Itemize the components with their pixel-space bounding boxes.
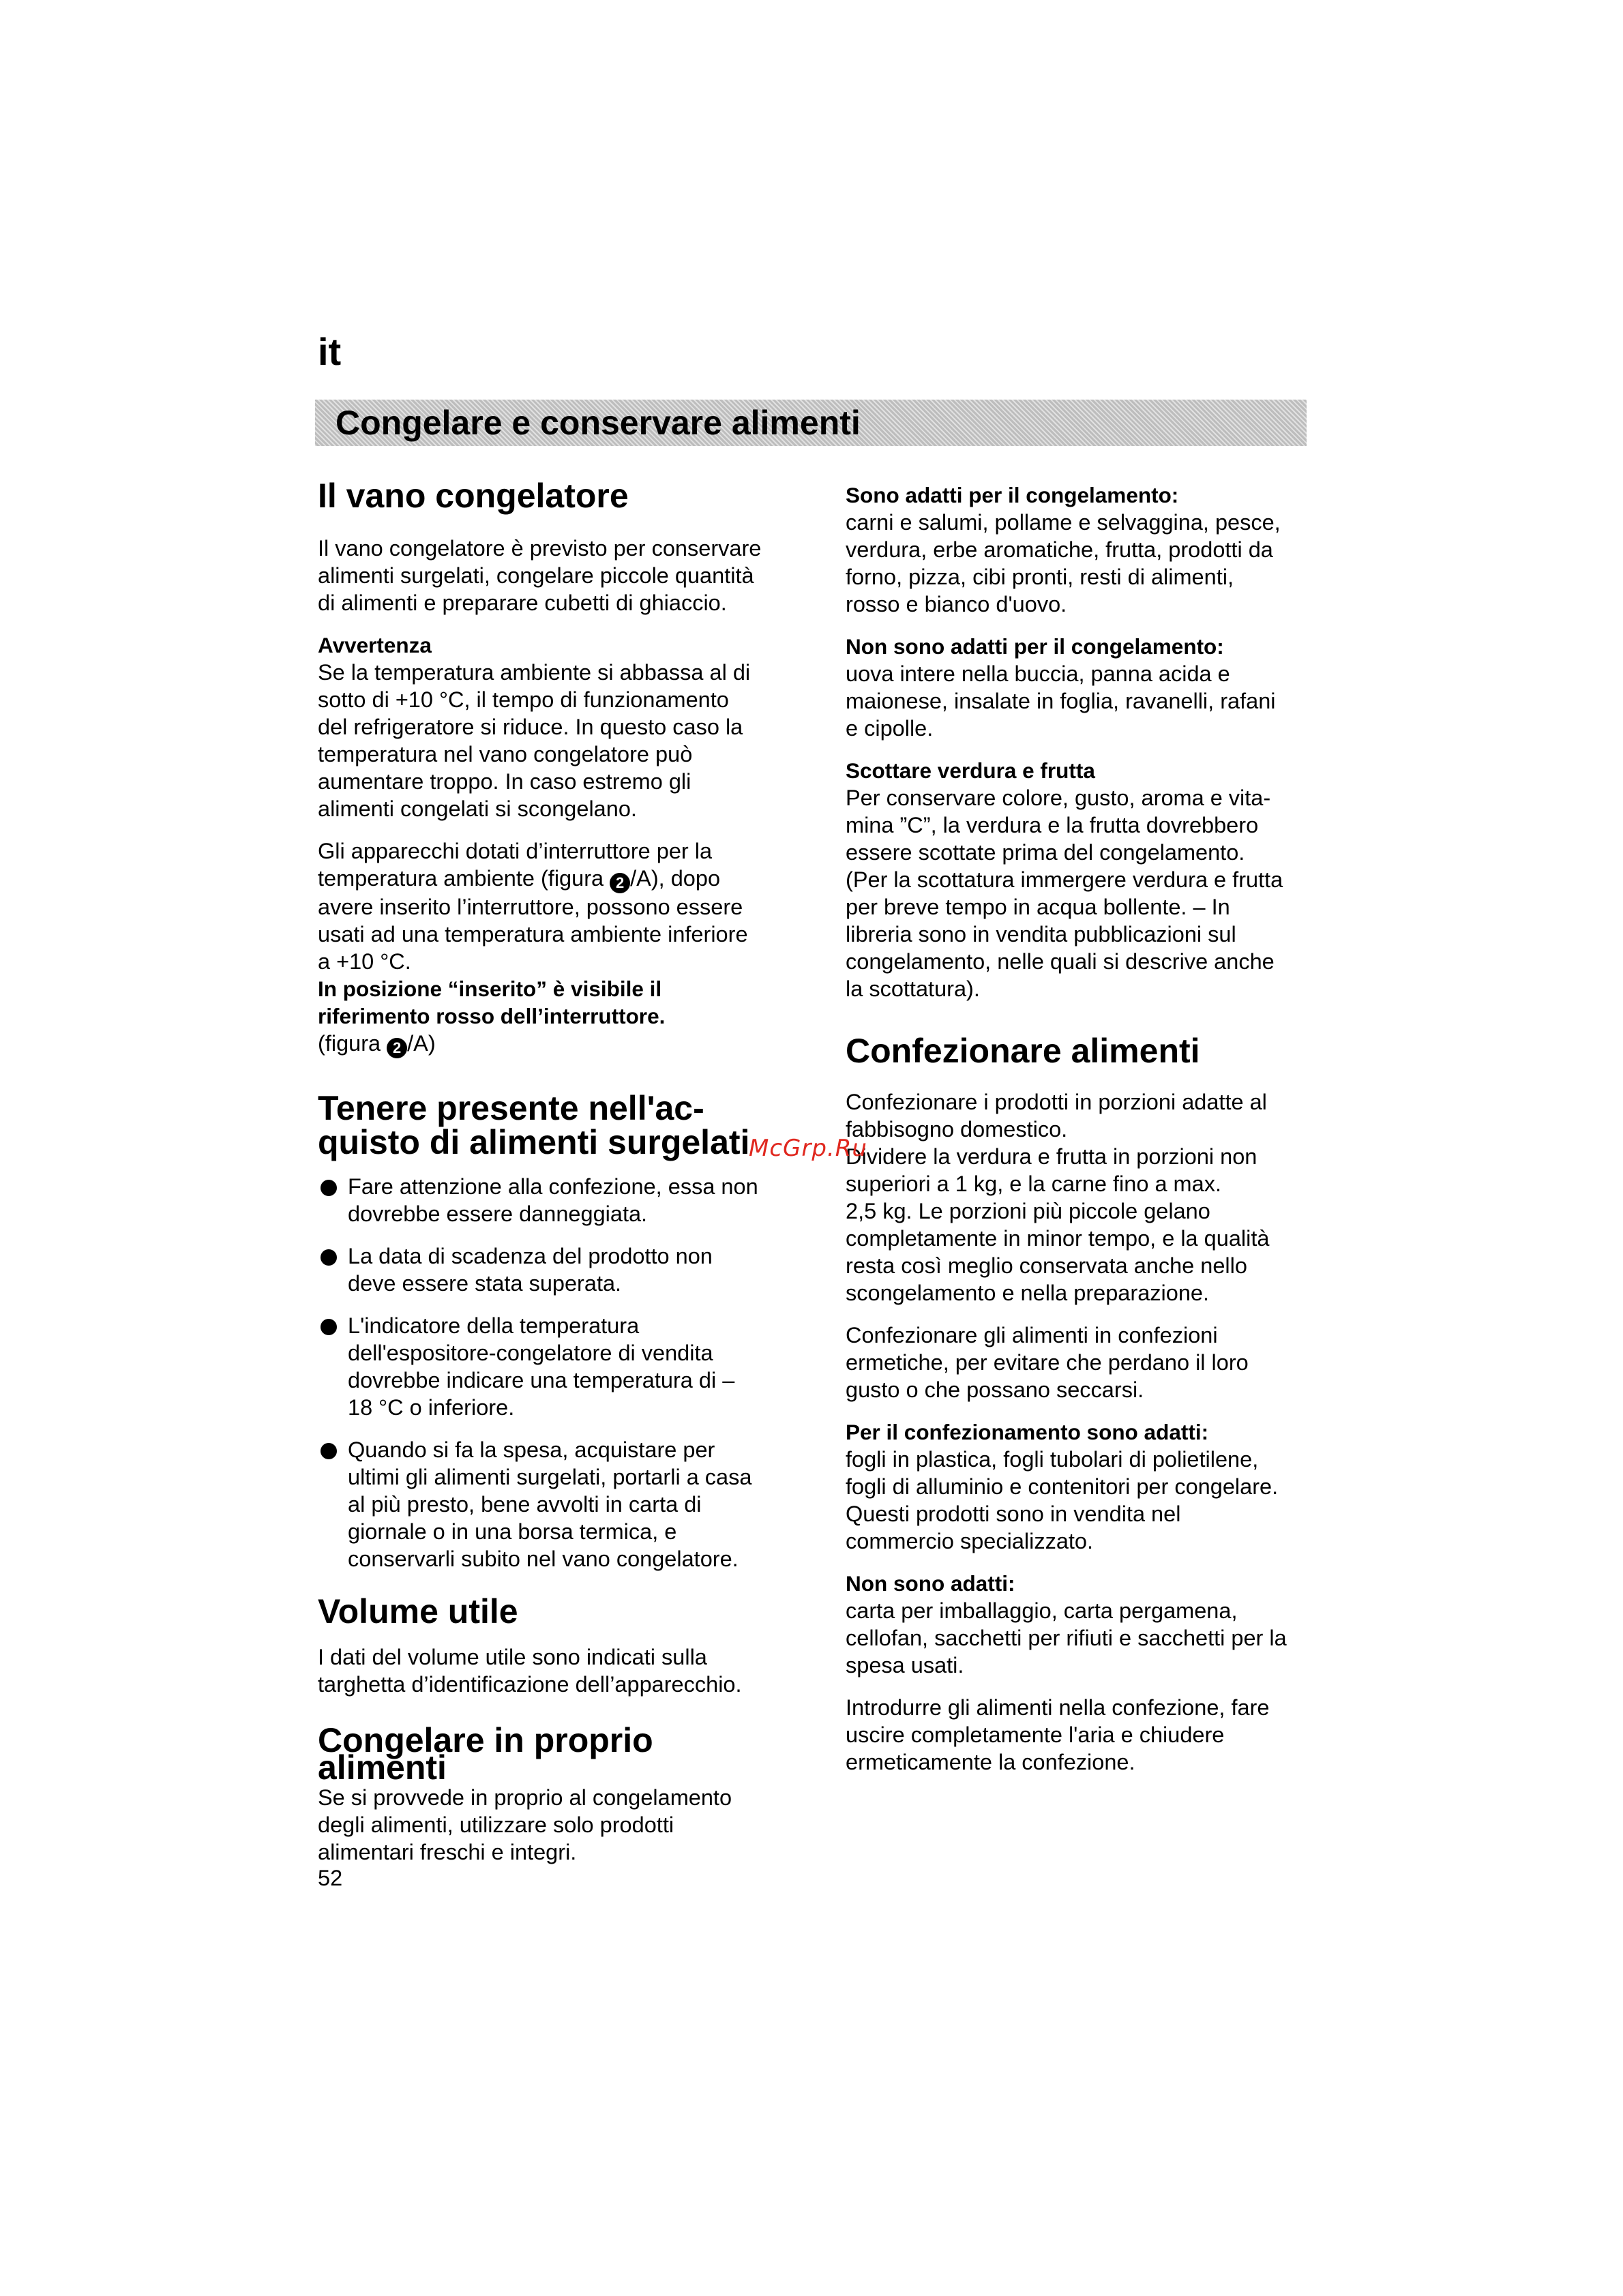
section-header-bar xyxy=(315,400,1307,446)
suitable-text: carni e salumi, pollame e selvaggina, pesce, verdura, erbe aromatiche, frutta, prodotti da forno, pizza, cibi pronti, resti di alimenti, rosso e bianco d'uovo. xyxy=(846,510,1281,616)
blanching-text: Per conservare colore, gusto, aroma e vita- mina ”C”, la verdura e la frutta dovrebbero essere scottate prima del congelamento. (Per la scottatura immergere verdura e frutta per breve tempo in acqua bollente. – In libreria sono in vendita pubblicazioni sul congelamento, nelle quali si descrive anche la scottatura). xyxy=(846,786,1283,1001)
bullet-icon xyxy=(321,1249,337,1266)
left-column xyxy=(318,477,803,1866)
packaging-paragraph-3: Introdurre gli alimenti nella confezione, fare uscire completamente l'aria e chiudere ermeticamente la confezione. xyxy=(846,1695,1270,1774)
suitable-title: Sono adatti per il congelamento: xyxy=(846,483,1179,507)
congelare-text: Se si provvede in proprio al congelamento degli alimenti, utilizzare solo prodotti alimentari freschi e integri. xyxy=(318,1785,732,1864)
heading-volume-utile: Volume utile xyxy=(318,1592,518,1630)
bullet-icon xyxy=(321,1443,337,1459)
heading-confezionare-alimenti: Confezionare alimenti xyxy=(846,1032,1200,1070)
figure-reference: (figura 2 /A) xyxy=(318,1030,803,1058)
list-item: Quando si fa la spesa, acquistare per ultimi gli alimenti surgelati, portarli a casa al più presto, bene avvolti in carta di giornale o in una borsa termica, e conservarli subito nel vano congelatore. xyxy=(318,1436,803,1572)
list-item: Fare attenzione alla confezione, essa non dovrebbe essere danneggiata. xyxy=(318,1173,803,1227)
packaging-suitable-title: Per il confezionamento sono adatti: xyxy=(846,1420,1209,1444)
blanching-title: Scottare verdura e frutta xyxy=(846,758,1095,783)
figure-number-badge: 2 xyxy=(387,1038,407,1058)
bullet-icon xyxy=(321,1180,337,1196)
heading-tenere-presente: Tenere presente nell'ac- quisto di alimenti surgelati xyxy=(318,1089,750,1161)
right-column xyxy=(846,481,1323,1776)
heading-vano-congelatore: Il vano congelatore xyxy=(318,477,629,515)
purchase-tips-list xyxy=(318,1173,803,1572)
heading-congelare-in-proprio: Congelare in proprio alimenti xyxy=(318,1721,653,1787)
list-item: La data di scadenza del prodotto non deve essere stata superata. xyxy=(318,1242,803,1297)
figure-number-badge: 2 xyxy=(610,873,630,893)
volume-text: I dati del volume utile sono indicati sulla targhetta d’identificazione dell’apparecchio. xyxy=(318,1645,742,1697)
language-label: it xyxy=(318,330,342,373)
section-title: Congelare e conservare alimenti xyxy=(336,404,861,442)
not-suitable-title: Non sono adatti per il congelamento: xyxy=(846,634,1224,659)
packaging-suitable-text: fogli in plastica, fogli tubolari di polietilene, fogli di alluminio e contenitori per congelare. Questi prodotti sono in vendita nel commercio specializzato. xyxy=(846,1447,1279,1553)
vano-intro: Il vano congelatore è previsto per conservare alimenti surgelati, congelare piccole quantità di alimenti e preparare cubetti di ghiaccio. xyxy=(318,536,762,615)
watermark: McGrp.Ru xyxy=(749,1135,867,1162)
switch-paragraph: Gli apparecchi dotati d’interruttore per la temperatura ambiente (figura 2 /A), dopo avere inserito l’interruttore, possono essere usati ad una temperatura ambiente inferiore a +10 °C. xyxy=(318,839,748,974)
switch-bold-note: In posizione “inserito” è visibile il riferimento rosso dell’interruttore. xyxy=(318,976,666,1028)
note-title: Avvertenza xyxy=(318,633,432,657)
page-number: 52 xyxy=(318,1866,343,1890)
packaging-paragraph-2: Confezionare gli alimenti in confezioni ermetiche, per evitare che perdano il loro gusto o che possano seccarsi. xyxy=(846,1323,1249,1402)
note-text: Se la temperatura ambiente si abbassa al di sotto di +10 °C, il tempo di funzionamento del refrigeratore si riduce. In questo caso la temperatura nel vano congelatore può aumentare troppo. In caso estremo gli alimenti congelati si scongelano. xyxy=(318,660,751,821)
packaging-not-suitable-text: carta per imballaggio, carta pergamena, cellofan, sacchetti per rifiuti e sacchetti per la spesa usati. xyxy=(846,1598,1287,1678)
packaging-paragraph-1: Confezionare i prodotti in porzioni adatte al fabbisogno domestico. Dividere la verdura e frutta in porzioni non superiori a 1 kg, e la carne fino a max. 2,5 kg. Le porzioni più piccole gelano completamente in minor tempo, e la qualità resta così meglio conservata anche nello scongelamento e nella preparazione. xyxy=(846,1090,1270,1305)
not-suitable-text: uova intere nella buccia, panna acida e maionese, insalate in foglia, ravanelli, rafani e cipolle. xyxy=(846,661,1276,741)
bullet-icon xyxy=(321,1319,337,1335)
packaging-not-suitable-title: Non sono adatti: xyxy=(846,1571,1015,1596)
list-item: L'indicatore della temperatura dell'espositore-congelatore di vendita dovrebbe indicare una temperatura di – 18 °C o inferiore. xyxy=(318,1312,803,1421)
